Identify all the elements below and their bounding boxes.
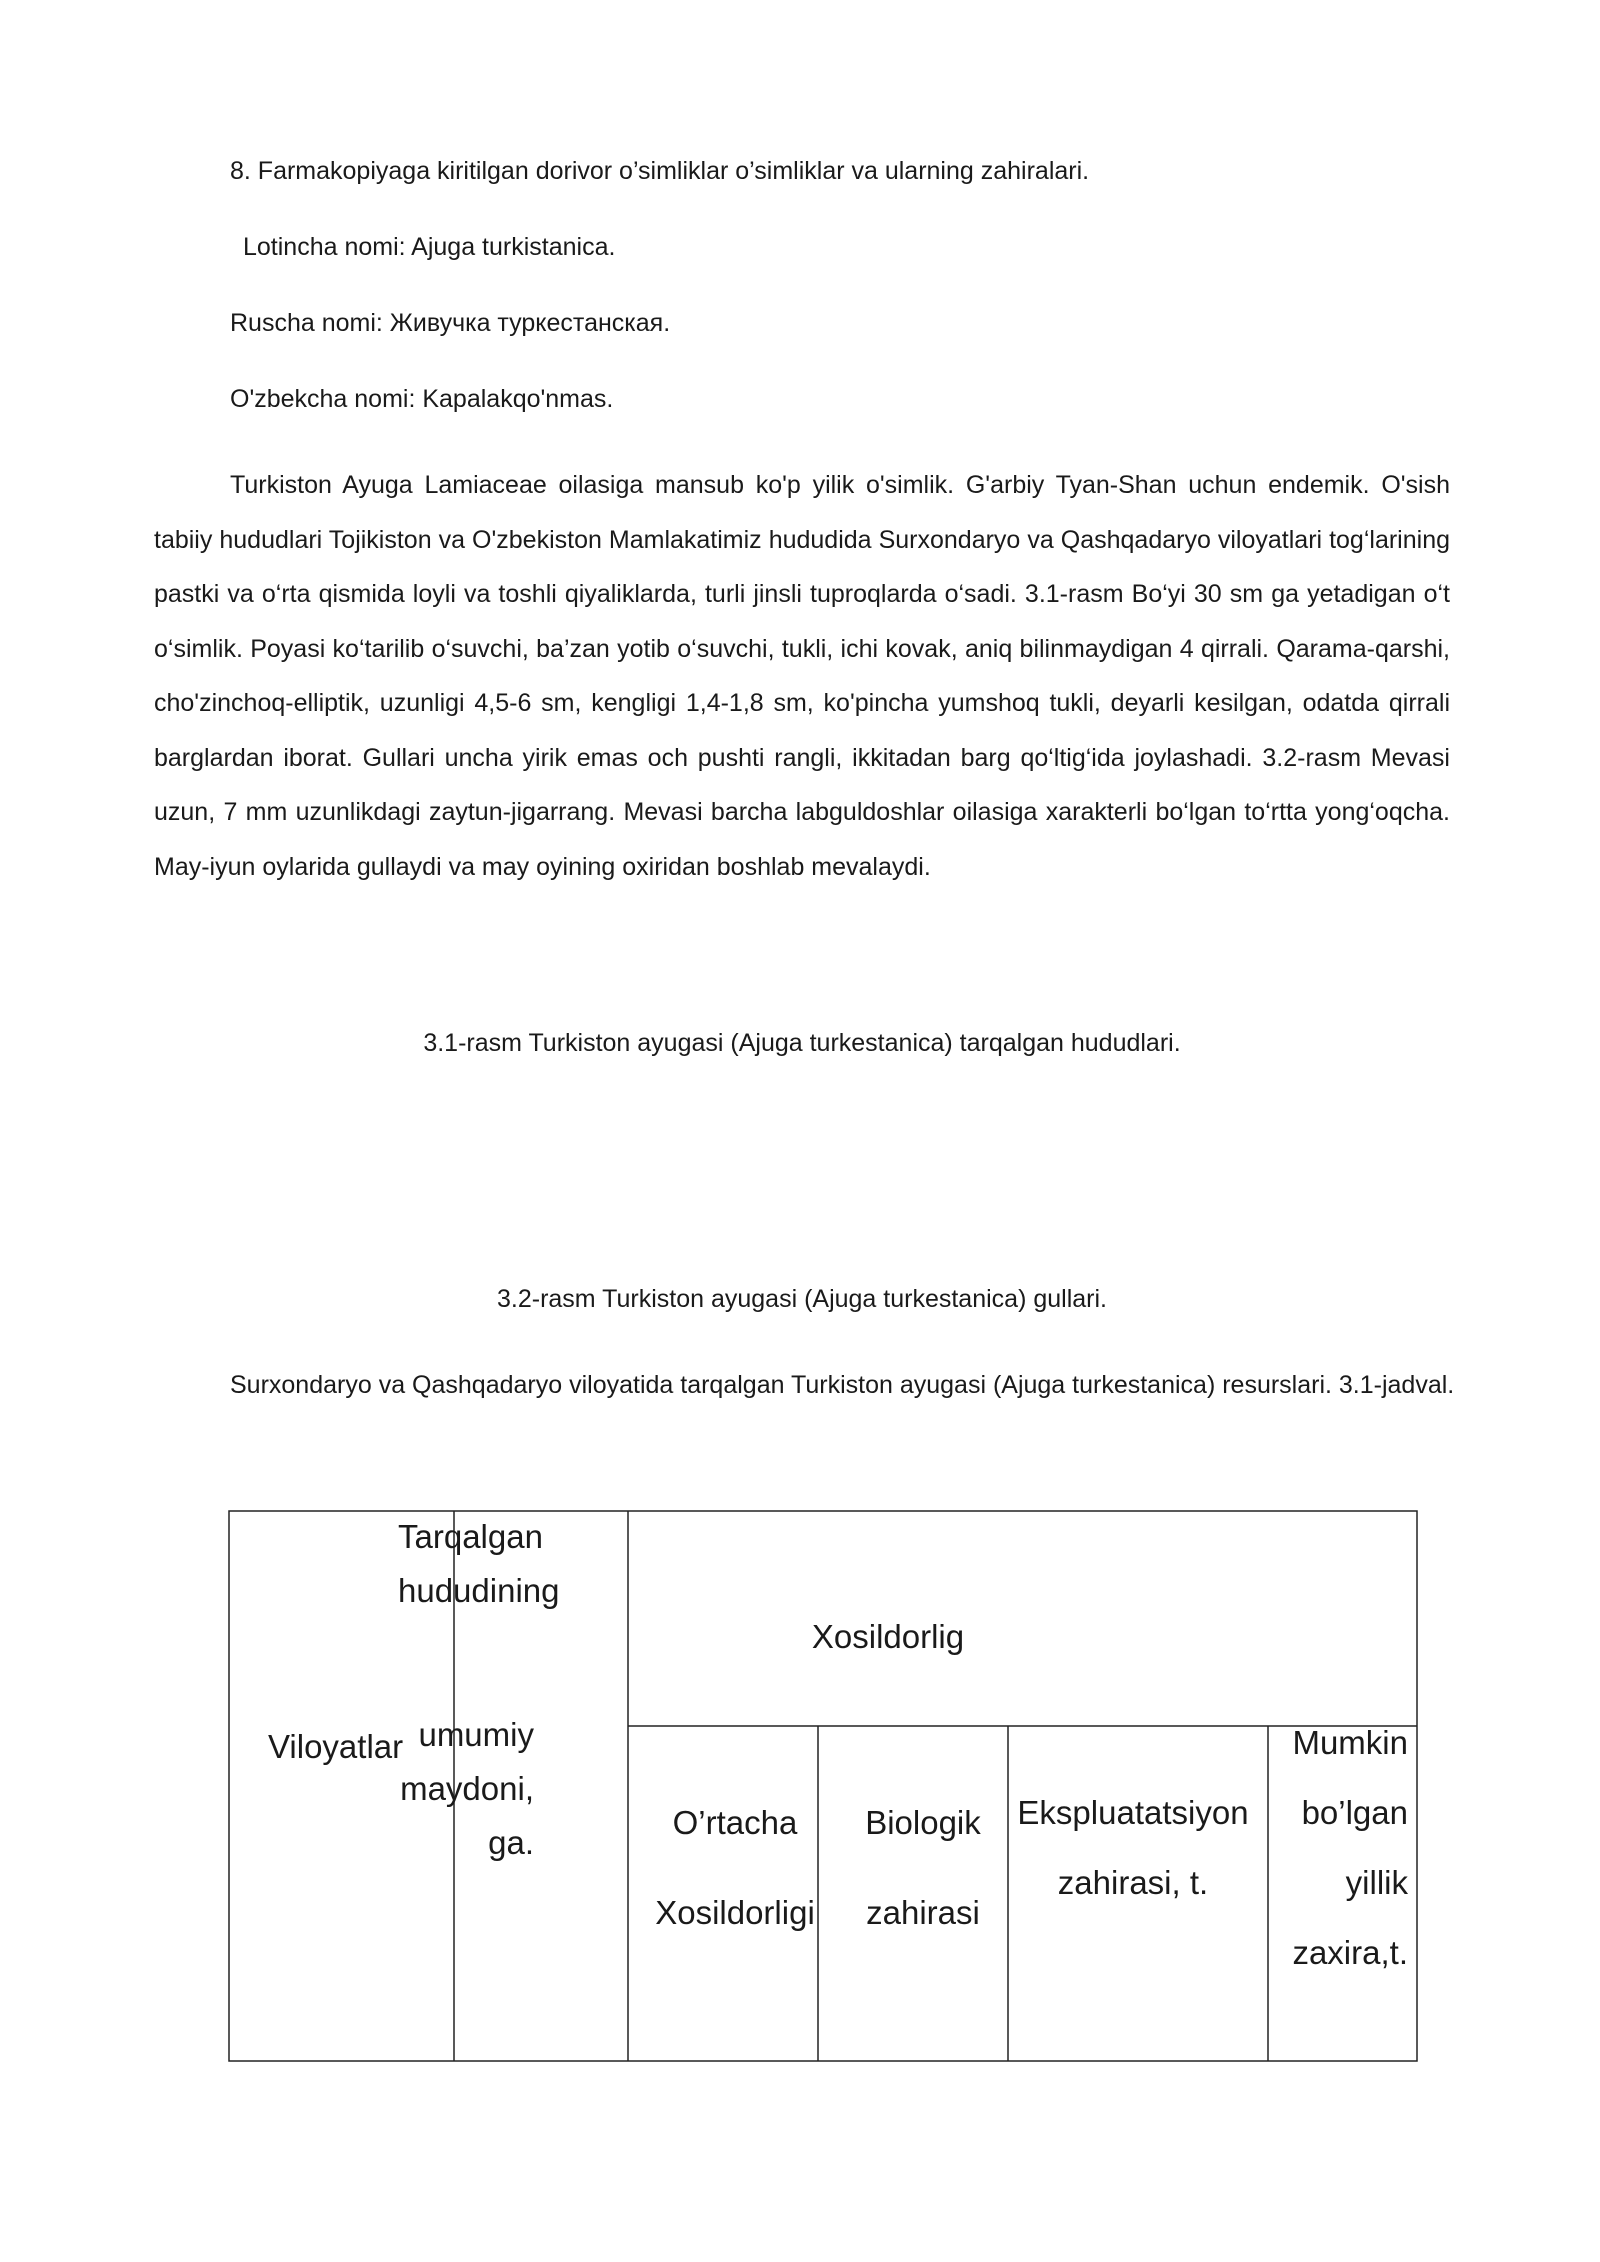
- header-viloyatlar: Viloyatlar: [268, 1728, 404, 1765]
- plant-description: Turkiston Ayuga Lamiaceae oilasiga mansub ko'p yilik o'simlik. G'arbiy Tyan-Shan uchun endemik. O'sish tabiiy hududlari Tojikiston va O'zbekiston Mamlakatimiz hududida Surxondaryo va Qashqadaryo viloyatlari tog‘larining pastki va o‘rta qismida loyli va toshli qiyaliklarda, turli jinsli tuproqlarda o‘sadi. 3.1-rasm Bo‘yi 30 sm ga yetadigan o‘t o‘simlik. Poyasi ko‘tarilib o‘suvchi, ba’zan yotib o‘suvchi, tukli, ichi kovak, aniq bilinmaydigan 4 qirrali. Qarama-qarshi, cho'zinchoq-elliptik, uzunligi 4,5-6 sm, kengligi 1,4-1,8 sm, ko'pincha yumshoq tukli, deyarli kesilgan, odatda qirrali barglardan iborat. Gullari uncha yirik emas och pushti rangli, ikkitadan barg qo‘ltig‘ida joylashadi. 3.2-rasm Mevasi uzun, 7 mm uzunlikdagi zaytun-jigarrang. Mevasi barcha labguldoshlar oilasiga xarakterli bo‘lgan to‘rtta yong‘oqcha. May-iyun oylarida gullaydi va may oyining oxiridan boshlab mevalaydi.: [154, 471, 1450, 881]
- uzbek-name: O'zbekcha nomi: Kapalakqo'nmas.: [230, 385, 614, 413]
- header-biologik-zahirasi: Biologik zahirasi: [865, 1804, 981, 1931]
- header-area-bottom: umumiy maydoni, ga.: [400, 1716, 534, 1861]
- header-ortacha-xosildorligi: O’rtacha Xosildorligi: [655, 1804, 815, 1931]
- section-heading: 8. Farmakopiyaga kiritilgan dorivor o’simliklar o’simliklar va ularning zahiralari.: [230, 157, 1090, 185]
- header-xosildorlig: Xosildorlig: [811, 1618, 965, 1655]
- header-area-top: Tarqalgan hududining: [398, 1518, 560, 1609]
- header-mumkin-zaxira: Mumkin bo’lgan yillik zaxira,t.: [1292, 1724, 1408, 1971]
- figure-caption-1: 3.1-rasm Turkiston ayugasi (Ajuga turkestanica) tarqalgan hududlari.: [423, 1029, 1181, 1057]
- latin-name: Lotincha nomi: Ajuga turkistanica.: [243, 233, 616, 261]
- resources-table: [228, 1510, 1418, 2062]
- table-intro: Surxondaryo va Qashqadaryo viloyatida tarqalgan Turkiston ayugasi (Ajuga turkestanica) resurslari. 3.1-jadval.: [230, 1371, 1455, 1399]
- header-ekspluatatsiyon-zahirasi: Ekspluatatsiyon zahirasi, t.: [1017, 1794, 1249, 1901]
- russian-name: Ruscha nomi: Живучка туркестанская.: [230, 309, 671, 337]
- figure-caption-2: 3.2-rasm Turkiston ayugasi (Ajuga turkestanica) gullari.: [497, 1285, 1107, 1313]
